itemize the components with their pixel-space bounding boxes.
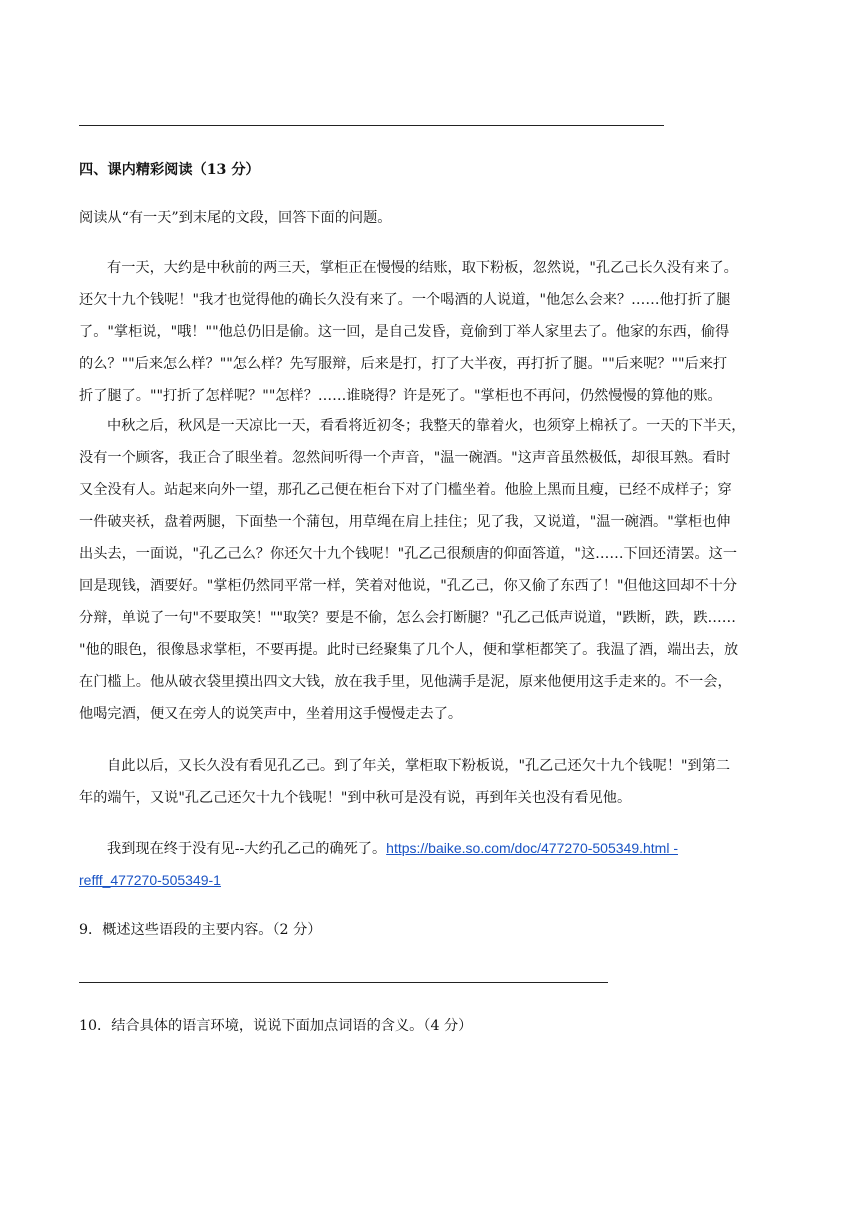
section-heading: 四、课内精彩阅读（13 分） [79,162,260,178]
paragraph-2-line-7: 分辩，单说了一句"不要取笑！""取笑？要是不偷，怎么会打断腿？"孔乙己低声说道，"跌断，跌，跌…… [79,610,736,626]
paragraph-1-line-5: 折了腿了。""打折了怎样呢？""怎样？……谁晓得？许是死了。"掌柜也不再问，仍然慢慢的算他的账。 [79,388,722,404]
paragraph-2-line-2: 没有一个顾客，我正合了眼坐着。忽然间听得一个声音，"温一碗酒。"这声音虽然极低，却很耳熟。看时 [79,450,731,466]
answer-line-top [79,125,664,126]
paragraph-2-line-9: 在门槛上。他从破衣袋里摸出四文大钱，放在我手里，见他满手是泥，原来他便用这手走来的。不一会， [79,674,732,690]
reference-link[interactable]: https://baike.so.com/doc/477270-505349.html - [386,840,678,856]
paragraph-1-line-4: 的么？""后来怎么样？""怎么样？先写服辩，后来是打，打了大半夜，再打折了腿。""后来呢？""后来打 [79,356,728,372]
paragraph-3-line-2: 年的端午，又说"孔乙己还欠十九个钱呢！"到中秋可是没有说，再到年关也没有看见他。 [79,790,632,806]
paragraph-2-line-5: 出头去，一面说，"孔乙己么？你还欠十九个钱呢！"孔乙己很颓唐的仰面答道，"这……下回还清罢。这一 [79,546,738,562]
paragraph-4-line-1 [107,838,678,859]
question-10: 10．结合具体的语言环境，说说下面加点词语的含义。（4 分） [79,1018,473,1034]
question-9: 9．概述这些语段的主要内容。（2 分） [79,922,322,938]
paragraph-2-line-8: "他的眼色，很像恳求掌柜，不要再提。此时已经聚集了几个人，便和掌柜都笑了。我温了酒，端出去，放 [79,642,739,658]
paragraph-3-line-1: 自此以后，又长久没有看见孔乙己。到了年关，掌柜取下粉板说，"孔乙己还欠十九个钱呢！"到第二 [107,758,731,774]
paragraph-2-line-6: 回是现钱，酒要好。"掌柜仍然同平常一样，笑着对他说，"孔乙己，你又偷了东西了！"但他这回却不十分 [79,578,738,594]
paragraph-4-line-2 [79,870,221,891]
paragraph-4-text: 我到现在终于没有见--大约孔乙己的确死了。 [107,841,387,857]
reference-link-continued[interactable]: refff_477270-505349-1 [79,872,221,888]
paragraph-2-line-3: 又全没有人。站起来向外一望，那孔乙己便在柜台下对了门槛坐着。他脸上黑而且瘦，已经不成样子；穿 [79,482,732,498]
paragraph-2-line-10: 他喝完酒，便又在旁人的说笑声中，坐着用这手慢慢走去了。 [79,706,463,722]
paragraph-1-line-1: 有一天，大约是中秋前的两三天，掌柜正在慢慢的结账，取下粉板，忽然说，"孔乙己长久没有来了。 [107,260,738,276]
paragraph-2-line-1: 中秋之后，秋风是一天凉比一天，看看将近初冬；我整天的靠着火，也须穿上棉袄了。一天的下半天， [107,418,746,434]
answer-line-question-9 [79,982,608,983]
paragraph-2-line-4: 一件破夹袄，盘着两腿，下面垫一个蒲包，用草绳在肩上挂住；见了我，又说道，"温一碗酒。"掌柜也伸 [79,514,731,530]
paragraph-1-line-3: 了。"掌柜说，"哦！""他总仍旧是偷。这一回，是自己发昏，竟偷到丁举人家里去了。他家的东西，偷得 [79,324,730,340]
paragraph-1-line-2: 还欠十九个钱呢！"我才也觉得他的确长久没有来了。一个喝酒的人说道，"他怎么会来？……他打折了腿 [79,292,731,308]
reading-instruction: 阅读从“有一天”到末尾的文段，回答下面的问题。 [79,210,392,226]
